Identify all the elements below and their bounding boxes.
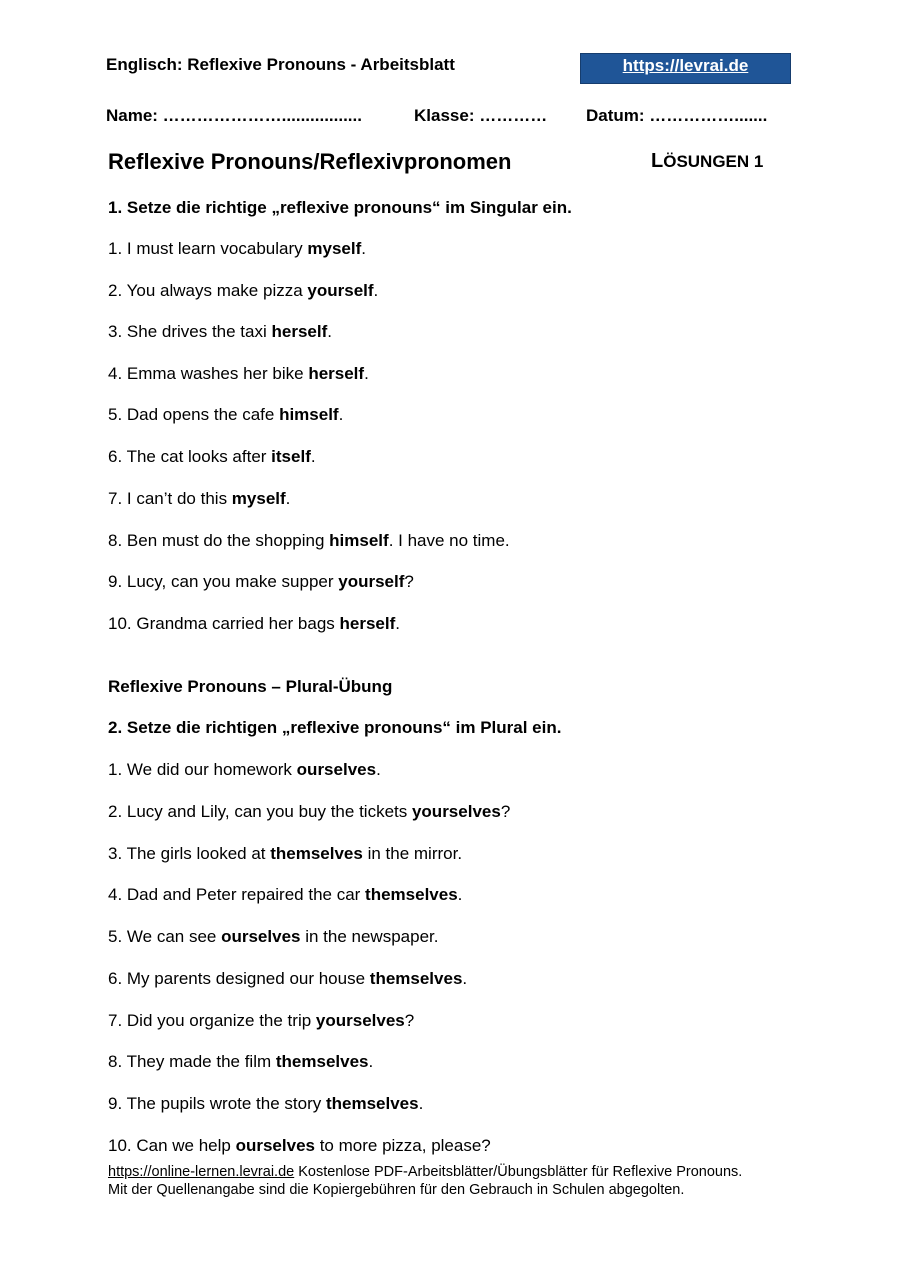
name-field-label: Name: ………………….................	[106, 106, 362, 125]
exercise2-item: 1. We did our homework ourselves.	[108, 760, 381, 779]
answer: themselves	[369, 969, 463, 988]
answer: yourselves	[411, 802, 501, 821]
answer: yourself	[307, 281, 374, 300]
exercise2-item: 8. They made the film themselves.	[108, 1052, 374, 1071]
exercise1-item: 4. Emma washes her bike herself.	[108, 364, 369, 383]
answer: herself	[271, 322, 328, 341]
exercise2-item: 9. The pupils wrote the story themselves.	[108, 1094, 424, 1113]
answer: herself	[339, 614, 396, 633]
exercise2-item: 2. Lucy and Lily, can you buy the tickets yourselves?	[108, 802, 511, 821]
answer: myself	[231, 489, 286, 508]
exercise1-item: 9. Lucy, can you make supper yourself?	[108, 572, 414, 591]
section2-heading: Reflexive Pronouns – Plural-Übung	[108, 677, 393, 696]
answer: themselves	[325, 1094, 419, 1113]
exercise2-item: 5. We can see ourselves in the newspaper.	[108, 927, 439, 946]
class-field-label: Klasse: …………	[414, 106, 548, 125]
exercise1-item: 1. I must learn vocabulary myself.	[108, 239, 366, 258]
answer: himself	[329, 531, 389, 550]
exercise1-item: 7. I can’t do this myself.	[108, 489, 291, 508]
date-field-label: Datum: …………….......	[586, 106, 768, 125]
footer-link[interactable]: https://online-lernen.levrai.de	[108, 1164, 295, 1180]
exercise1-item: 8. Ben must do the shopping himself. I have no time.	[108, 531, 510, 550]
exercise1-item: 3. She drives the taxi herself.	[108, 322, 332, 341]
exercise2-item: 7. Did you organize the trip yourselves?	[108, 1011, 415, 1030]
site-link-box	[580, 53, 791, 84]
exercise2-item: 4. Dad and Peter repaired the car themselves.	[108, 885, 463, 904]
answer: herself	[308, 364, 365, 383]
answer: ourselves	[296, 760, 377, 779]
exercise1-item: 10. Grandma carried her bags herself.	[108, 614, 400, 633]
exercise1-item: 5. Dad opens the cafe himself.	[108, 405, 344, 424]
exercise1-item: 6. The cat looks after itself.	[108, 447, 316, 466]
site-link[interactable]: https://levrai.de	[622, 56, 749, 75]
exercise2-item: 3. The girls looked at themselves in the mirror.	[108, 844, 463, 863]
answer: themselves	[275, 1052, 369, 1071]
exercise1-instruction: 1. Setze die richtige „reflexive pronouns“ im Singular ein.	[108, 198, 572, 217]
page-title: Reflexive Pronouns/Reflexivpronomen	[108, 149, 512, 174]
answer: itself	[271, 447, 311, 466]
exercise2-item: 10. Can we help ourselves to more pizza, please?	[108, 1136, 491, 1155]
exercise2-item: 6. My parents designed our house themselves.	[108, 969, 468, 988]
answer: himself	[279, 405, 339, 424]
answer: themselves	[365, 885, 458, 904]
answer: themselves	[270, 844, 363, 863]
solutions-label: LÖSUNGEN 1	[651, 150, 764, 172]
answer: ourselves	[235, 1136, 315, 1155]
footer-line-1: https://online-lernen.levrai.de Kostenlose PDF-Arbeitsblätter/Übungsblätter für Reflexive Pronouns.	[108, 1164, 743, 1180]
answer: ourselves	[221, 927, 301, 946]
worksheet-header-title: Englisch: Reflexive Pronouns - Arbeitsblatt	[106, 55, 455, 74]
footer-line-2: Mit der Quellenangabe sind die Kopiergebühren für den Gebrauch in Schulen abgegolten.	[108, 1182, 685, 1198]
answer: yourself	[338, 572, 405, 591]
answer: myself	[307, 239, 362, 258]
exercise1-item: 2. You always make pizza yourself.	[108, 281, 379, 300]
exercise2-instruction: 2. Setze die richtigen „reflexive pronouns“ im Plural ein.	[108, 718, 562, 737]
answer: yourselves	[315, 1011, 405, 1030]
